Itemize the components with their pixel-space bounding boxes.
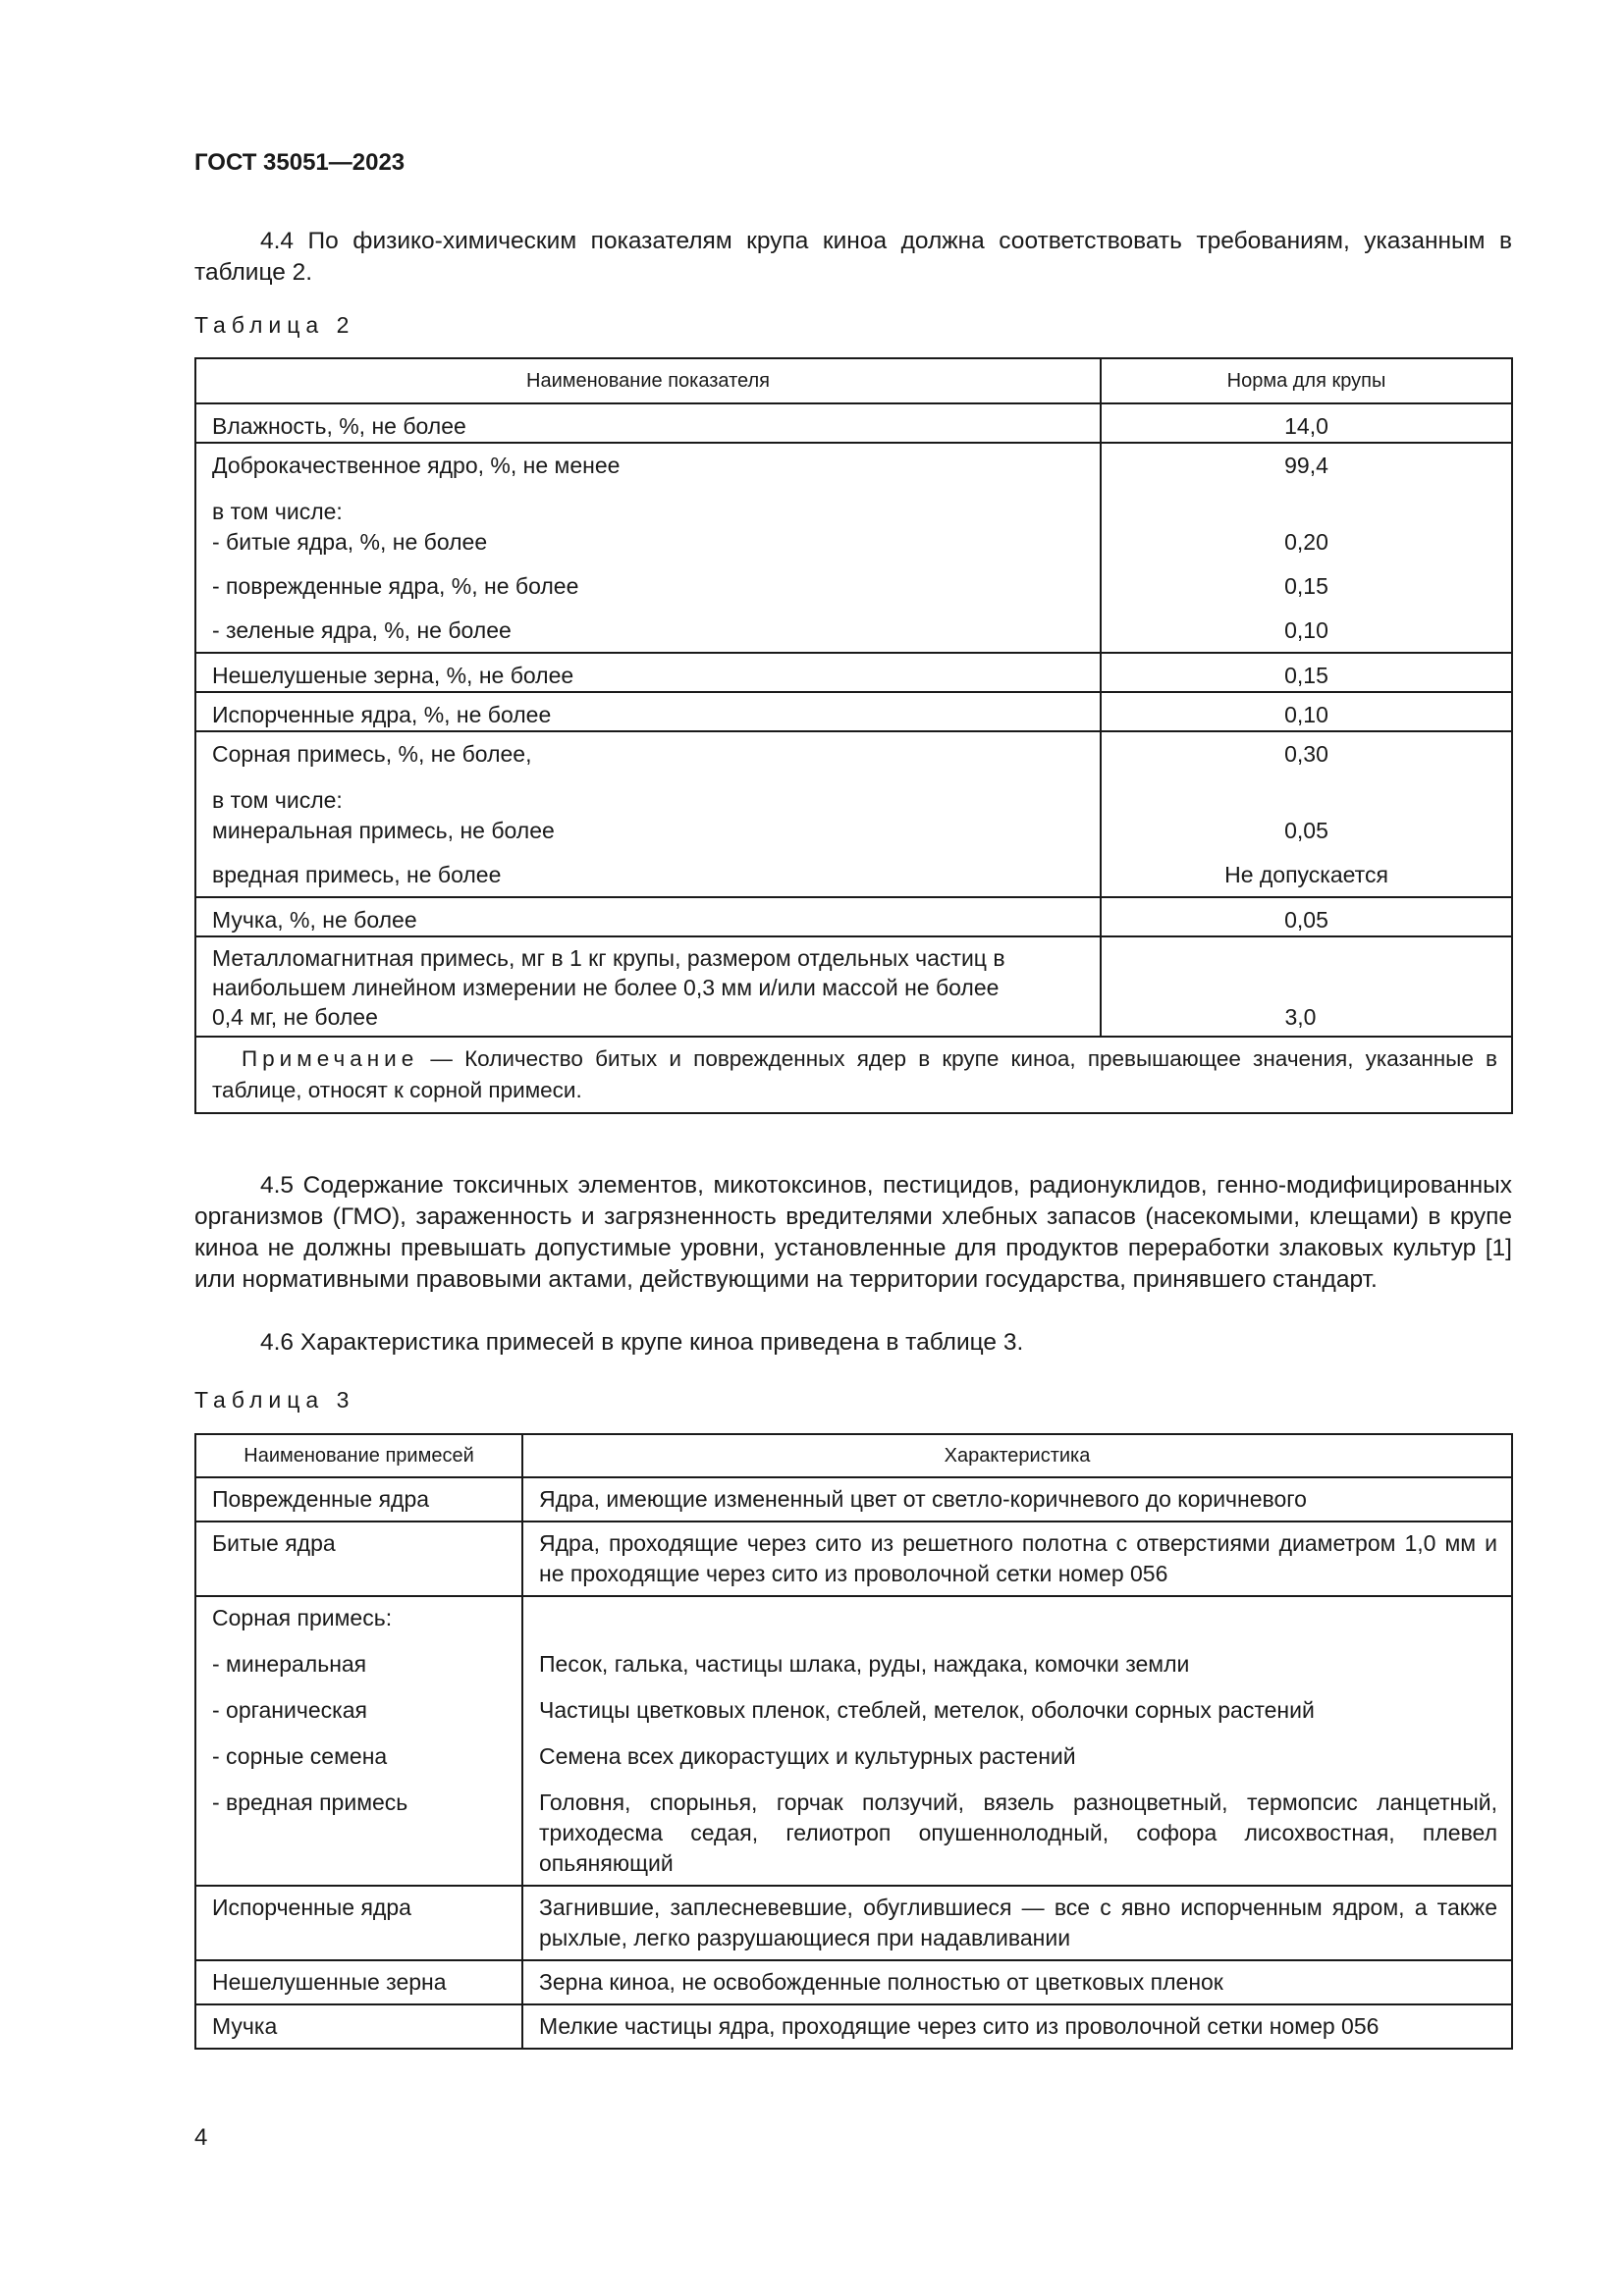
row-value: 99,4	[1284, 453, 1328, 478]
row-sub-label: в том числе:	[212, 787, 343, 813]
table-row	[195, 936, 1512, 1037]
table3-caption: Таблица 3	[194, 1387, 355, 1413]
row-value: 14,0	[1284, 413, 1328, 439]
row-value: 0,15	[1284, 663, 1328, 688]
table-row	[195, 731, 1512, 897]
row-name: Поврежденные ядра	[195, 1477, 522, 1522]
row-sub-value: 0,15	[1284, 573, 1328, 599]
table2-header-row	[195, 358, 1512, 403]
table-row	[195, 897, 1512, 936]
row-name: Влажность, %, не более	[212, 413, 466, 439]
row-value: 3,0	[1284, 1004, 1317, 1030]
row-desc: Мелкие частицы ядра, проходящие через сито из проволочной сетки номер 056	[522, 2004, 1512, 2049]
row-sub-name: - поврежденные ядра, %, не более	[212, 573, 579, 599]
row-name: Сорная примесь, %, не более,	[212, 741, 532, 767]
row-name: Испорченные ядра	[195, 1886, 522, 1960]
row-sub-name: - зеленые ядра, %, не более	[212, 617, 512, 643]
document-code: ГОСТ 35051—2023	[194, 149, 406, 176]
row-name-line: наибольшем линейном измерении не более 0,3 мм и/или массой не более	[212, 975, 1000, 1000]
table3-col-characteristic: Характеристика	[522, 1434, 1512, 1477]
table2-note-row	[195, 1037, 1512, 1113]
row-name: Нешелушенные зерна	[195, 1960, 522, 2004]
table-2	[194, 357, 1513, 1114]
row-name: Сорная примесь:	[212, 1605, 393, 1630]
table-row	[195, 443, 1512, 653]
table3-header-row	[195, 1434, 1512, 1477]
page-number: 4	[194, 2124, 208, 2151]
row-sub-value: 0,20	[1284, 529, 1328, 555]
table-row	[195, 1522, 1512, 1596]
row-sub-name: - вредная примесь	[212, 1789, 408, 1815]
row-sub-name: вредная примесь, не более	[212, 862, 502, 887]
table-row	[195, 653, 1512, 692]
row-value: 0,05	[1284, 907, 1328, 933]
row-desc: Ядра, проходящие через сито из решетного полотна с отверстиями диаметром 1,0 мм и не проходящие через сито из проволочной сетки номер 056	[522, 1522, 1512, 1596]
row-name: Мучка	[195, 2004, 522, 2049]
table2-col-indicator: Наименование показателя	[195, 358, 1101, 403]
row-sub-desc: Песок, галька, частицы шлака, руды, наждака, комочки земли	[539, 1651, 1190, 1677]
table-row	[195, 2004, 1512, 2049]
note-label: Примечание	[242, 1046, 419, 1071]
row-desc: Ядра, имеющие измененный цвет от светло-коричневого до коричневого	[522, 1477, 1512, 1522]
row-sub-value: Не допускается	[1224, 862, 1388, 887]
paragraph-4-5: 4.5 Содержание токсичных элементов, микотоксинов, пестицидов, радионуклидов, генно-модифицированных организмов (ГМО), зараженность и загрязненность вредителями хлебных запасов (насекомыми, клещами) в крупе киноа не должны превышать допустимые уровни, установленные для продуктов переработки злаковых культур [1] или нормативными правовыми актами, действующими на территории государства, принявшего стандарт.	[194, 1172, 1512, 1293]
row-name: Испорченные ядра, %, не более	[212, 702, 552, 727]
row-name: Доброкачественное ядро, %, не менее	[212, 453, 621, 478]
row-name: Мучка, %, не более	[212, 907, 417, 933]
row-sub-name: - органическая	[212, 1697, 367, 1723]
table-row	[195, 403, 1512, 443]
table-row	[195, 692, 1512, 731]
table-row	[195, 1477, 1512, 1522]
row-name: Битые ядра	[195, 1522, 522, 1596]
row-sub-name: - минеральная	[212, 1651, 367, 1677]
row-sub-value: 0,10	[1284, 617, 1328, 643]
table2-caption: Таблица 2	[194, 312, 355, 338]
row-sub-desc: Частицы цветковых пленок, стеблей, метелок, оболочки сорных растений	[539, 1697, 1315, 1723]
table-3	[194, 1433, 1513, 2050]
row-sub-name: минеральная примесь, не более	[212, 818, 555, 843]
row-sub-name: - сорные семена	[212, 1743, 388, 1769]
table-row	[195, 1960, 1512, 2004]
paragraph-4-4: 4.4 По физико-химическим показателям крупа киноа должна соответствовать требованиям, указанным в таблице 2.	[194, 228, 1512, 286]
row-name-line: Металломагнитная примесь, мг в 1 кг крупы, размером отдельных частиц в	[212, 945, 1005, 971]
paragraph-4-6: 4.6 Характеристика примесей в крупе киноа приведена в таблице 3.	[260, 1329, 1024, 1356]
row-sub-name: - битые ядра, %, не более	[212, 529, 488, 555]
table-row	[195, 1596, 1512, 1886]
row-value: 0,10	[1284, 702, 1328, 727]
note-text: — Количество битых и поврежденных ядер в крупе киноа, превышающее значения, указанные в таблице, относят к сорной примеси.	[212, 1046, 1497, 1102]
table-row	[195, 1886, 1512, 1960]
row-value: 0,30	[1284, 741, 1328, 767]
row-name: Нешелушеные зерна, %, не более	[212, 663, 574, 688]
row-sub-desc: Семена всех дикорастущих и культурных растений	[539, 1743, 1076, 1769]
row-desc: Загнившие, заплесневевшие, обуглившиеся — все с явно испорченным ядром, а также рыхлые, легко разрушающиеся при надавливании	[522, 1886, 1512, 1960]
table2-col-norm: Норма для крупы	[1101, 358, 1512, 403]
row-sub-label: в том числе:	[212, 499, 343, 524]
row-name-line: 0,4 мг, не более	[212, 1004, 378, 1030]
row-sub-desc: Головня, спорынья, горчак ползучий, вязель разноцветный, термопсис ланцетный, триходесма седая, гелиотроп опушеннолодный, софора лисохвостная, плевел опьяняющий	[539, 1789, 1497, 1876]
row-desc: Зерна киноа, не освобожденные полностью от цветковых пленок	[522, 1960, 1512, 2004]
row-sub-value: 0,05	[1284, 818, 1328, 843]
table3-col-impurity: Наименование примесей	[195, 1434, 522, 1477]
